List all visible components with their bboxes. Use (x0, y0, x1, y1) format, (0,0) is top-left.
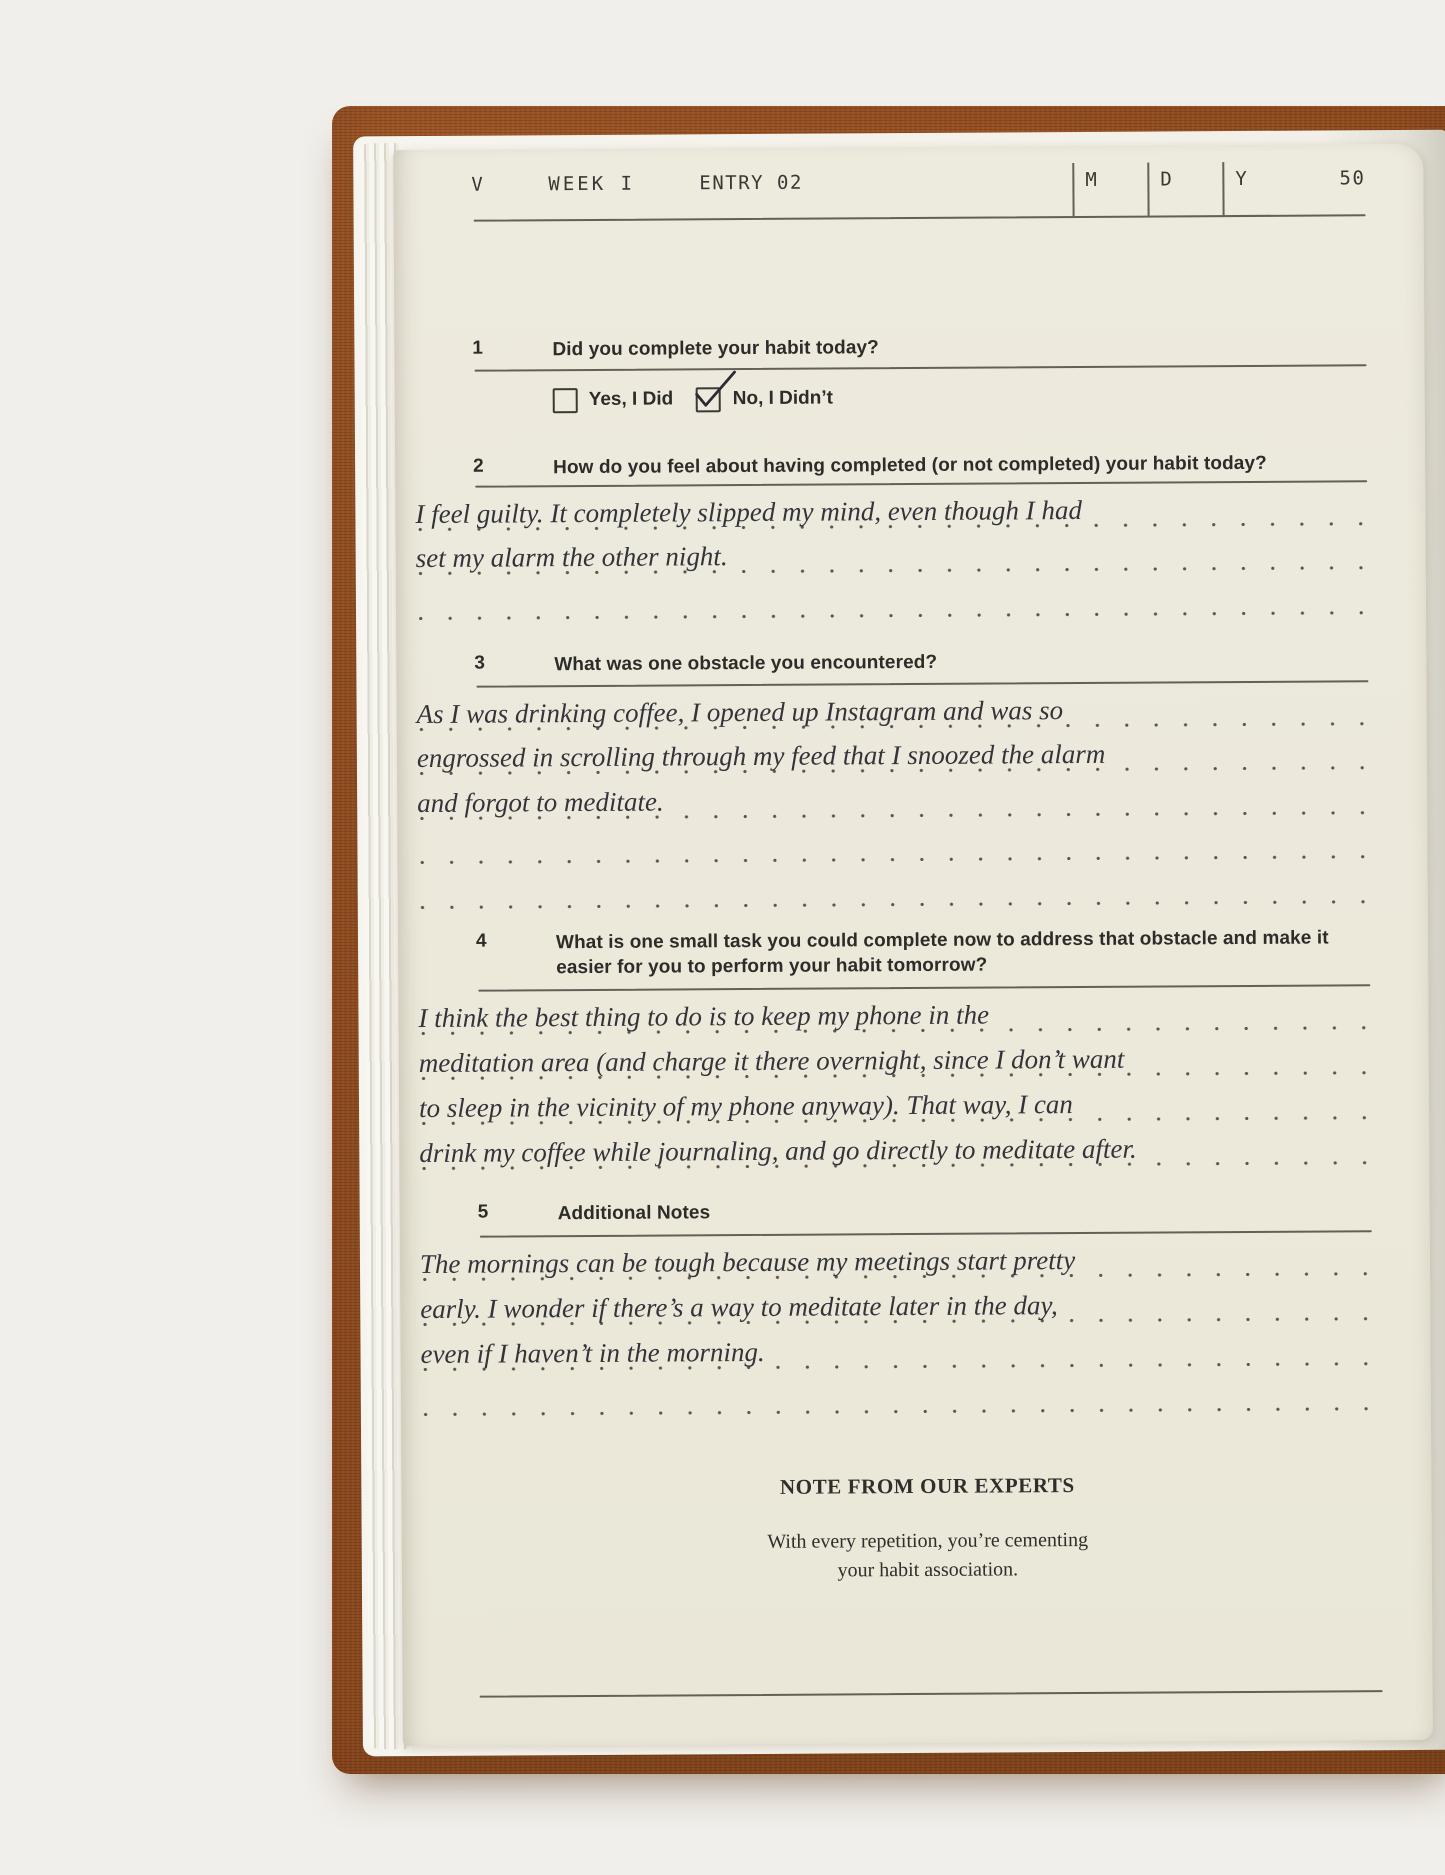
experts-note-title: NOTE FROM OUR EXPERTS (779, 1473, 1075, 1499)
journal-page (393, 144, 1433, 1746)
answer-line[interactable] (402, 863, 1372, 913)
page-number: 50 (1339, 167, 1366, 190)
answer-line[interactable]: even if I haven’t in the morning. (404, 1325, 1374, 1375)
question-2-text: How do you feel about having completed (or not completed) your habit today? (553, 452, 1267, 479)
answer-line[interactable]: to sleep in the vicinity of my phone anyway). That way, I can (403, 1079, 1373, 1129)
footer-rule (480, 1690, 1383, 1698)
answer-line[interactable]: set my alarm the other night. (400, 529, 1370, 579)
answer-line[interactable] (405, 1370, 1375, 1420)
date-divider-month (1072, 163, 1074, 216)
question-1-rule (475, 364, 1367, 371)
question-3-text: What was one obstacle you encountered? (554, 651, 938, 676)
date-divider-year (1222, 162, 1224, 215)
checkbox-unchecked-icon[interactable] (553, 388, 578, 413)
experts-note-body-line-2: your habit association. (837, 1558, 1019, 1582)
date-day-label: D (1160, 168, 1174, 191)
header-entry-label: ENTRY 02 (699, 171, 803, 195)
experts-note-body-line-1: With every repetition, you’re cementing (767, 1528, 1089, 1553)
answer-line[interactable]: I feel guilty. It completely slipped my mind, even though I had (399, 485, 1369, 535)
date-year-label: Y (1235, 167, 1249, 191)
answer-line[interactable]: drink my coffee while journaling, and go directly to meditate after. (403, 1124, 1373, 1174)
date-month-label: M (1085, 168, 1099, 191)
answer-line[interactable]: meditation area (and charge it there overnight, since I don’t want (403, 1034, 1373, 1084)
question-5-number: 5 (477, 1201, 489, 1223)
question-1-number: 1 (472, 337, 484, 359)
answer-line[interactable]: The mornings can be tough because my meetings start pretty (404, 1235, 1374, 1285)
answer-line[interactable]: and forgot to meditate. (401, 774, 1371, 824)
question-3-number: 3 (474, 652, 485, 674)
header-rule (474, 214, 1366, 221)
date-divider-day (1147, 163, 1149, 216)
question-2-number: 2 (473, 455, 484, 477)
question-5-text: Additional Notes (557, 1202, 711, 1225)
option-yes-label[interactable]: Yes, I Did (588, 388, 674, 410)
header-version-label: V (471, 173, 485, 196)
answer-line[interactable]: I think the best thing to do is to keep my phone in the (402, 989, 1372, 1039)
answer-line[interactable]: early. I wonder if there’s a way to meditate later in the day, (404, 1280, 1374, 1330)
option-no-label[interactable]: No, I Didn’t (732, 387, 834, 410)
answer-line[interactable]: As I was drinking coffee, I opened up Instagram and was so (400, 685, 1370, 735)
answer-line[interactable] (401, 818, 1371, 868)
header-week-label: WEEK I (548, 172, 636, 196)
question-4-number: 4 (475, 930, 487, 952)
answer-line[interactable]: engrossed in scrolling through my feed that I snoozed the alarm (401, 729, 1371, 779)
question-1-text: Did you complete your habit today? (552, 337, 879, 361)
answer-line[interactable] (400, 574, 1370, 624)
question-4-text: What is one small task you could complete now to address that obstacle and make it easier for you to perform your habit tomorrow? (555, 927, 1329, 979)
